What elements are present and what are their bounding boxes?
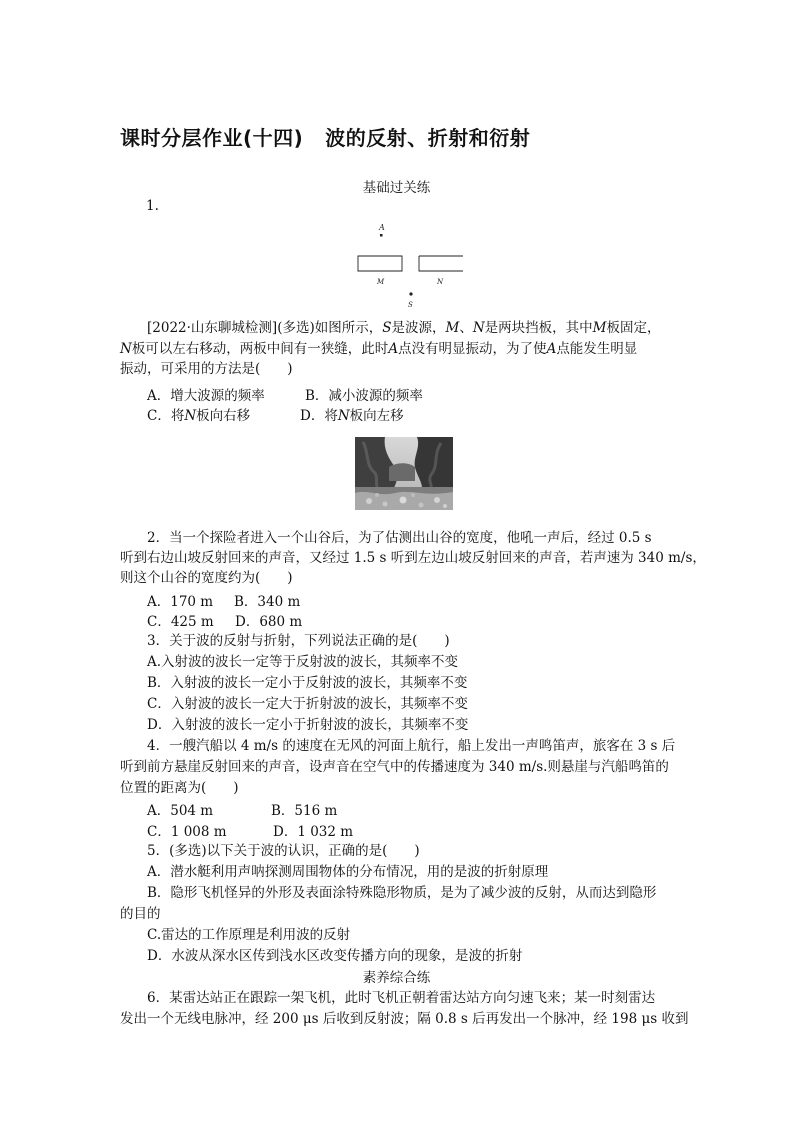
q4-line-2: 听到前方悬崖反射回来的声音，设声音在空气中的传播速度为 340 m/s.则悬崖与汽船鸣笛的 [120,759,669,775]
section-heading-basic: 基础过关练 [362,180,431,196]
valley-photo [355,437,453,510]
q1-option-a: A．增大波源的频率 [147,388,265,404]
page-title [120,122,530,151]
q4-line-3: 位置的距离为( ) [120,780,239,796]
q2-line-2: 听到右边山坡反射回来的声音，又经过 1.5 s 听到左边山坡反射回来的声音，若声速为 340 m/s， [120,550,706,566]
q3-option-b: B．入射波的波长一定小于反射波的波长，其频率不变 [147,675,468,691]
q1-option-d: D．将N板向左移 [300,408,404,424]
q6-line-1: 6．某雷达站正在跟踪一架飞机，此时飞机正朝着雷达站方向匀速飞来；某一时刻雷达 [147,990,656,1006]
q1-figure [345,218,470,313]
barrier-n [419,256,463,271]
title-main: 课时分层作业(十四) [120,126,304,150]
q4-option-a: A．504 m [147,803,214,819]
q2-line-3: 则这个山谷的宽度约为( ) [120,570,293,586]
point-a [380,234,383,237]
figure-label-n: N [437,278,444,286]
q4-option-d: D．1 032 m [273,824,354,840]
figure-label-a: A [379,223,385,232]
q4-option-b: B．516 m [271,803,338,819]
q5-stem: 5．(多选)以下关于波的认识，正确的是( ) [147,843,420,859]
q2-option-b: B．340 m [234,594,301,610]
q2-option-c: C．425 m [147,614,214,630]
q5-option-a: A．潜水艇利用声呐探测周围物体的分布情况，用的是波的折射原理 [147,864,549,880]
q5-option-b-line-1: B．隐形飞机怪异的外形及表面涂特殊隐形物质，是为了减少波的反射，从而达到隐形 [147,885,657,901]
q5-option-d: D．水波从深水区传到浅水区改变传播方向的现象，是波的折射 [147,948,523,964]
q5-option-b-line-2: 的目的 [120,906,161,922]
q1-stem: [2022·山东聊城检测](多选)如图所示，S是波源，M、N是两块挡板，其中M板固定， N板可以左右移动，两板中间有一狭缝，此时A点没有明显振动，为了使A点能发生明显 振动，可采用的方法是( ) [120,320,661,377]
barrier-m [358,256,402,271]
section-heading-comprehensive: 素养综合练 [362,970,431,986]
q3-option-c: C．入射波的波长一定大于折射波的波长，其频率不变 [147,696,468,712]
q3-option-d: D．入射波的波长一定小于折射波的波长，其频率不变 [147,717,469,733]
q2-line-1: 2．当一个探险者进入一个山谷后，为了估测出山谷的宽度，他吼一声后，经过 0.5 s [147,530,652,546]
q6-line-2: 发出一个无线电脉冲，经 200 μs 后收到反射波；隔 0.8 s 后再发出一个脉冲，经 198 μs 收到 [120,1011,689,1027]
q3-option-a: A.入射波的波长一定等于反射波的波长，其频率不变 [147,654,459,670]
q4-option-c: C．1 008 m [147,824,227,840]
q1-number: 1. [146,198,159,214]
figure-label-s: S [408,301,413,309]
q4-line-1: 4．一艘汽船以 4 m/s 的速度在无风的河面上航行，船上发出一声鸣笛声，旅客在 3 s 后 [147,738,676,754]
q1-option-b: B．减小波源的频率 [305,388,423,404]
q2-option-d: D．680 m [235,614,303,630]
q3-stem: 3．关于波的反射与折射，下列说法正确的是( ) [147,633,450,649]
title-sub: 波的反射、折射和衍射 [325,126,531,150]
source-s [409,292,412,295]
q2-option-a: A．170 m [147,594,214,610]
q5-option-c: C.雷达的工作原理是利用波的反射 [147,927,351,943]
q1-option-c: C．将N板向右移 [147,408,251,424]
figure-label-m: M [377,278,385,286]
